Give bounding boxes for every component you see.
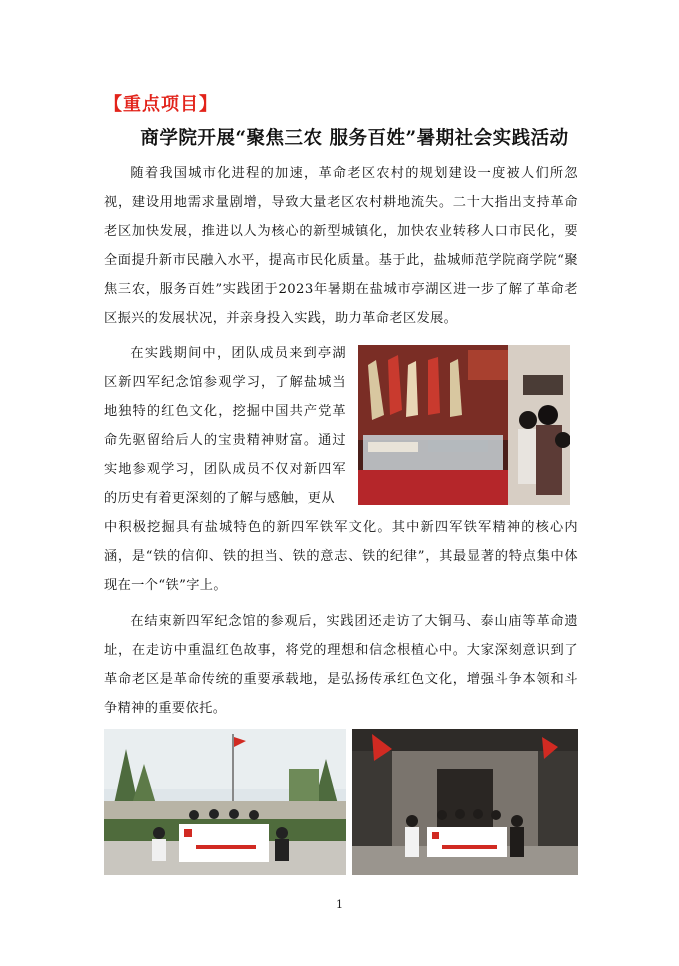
paragraph-visit-wrapped: 在实践期间中，团队成员来到亭湖区新四军纪念馆参观学习，了解盐城当地独特的红色文化，挖掘中国共产党革命先驱留给后人的宝贵精神财富。通过实地参观学习，团队成员不仅对新四军的历史有着更深刻的了解与感触，更从 <box>104 346 346 506</box>
section-tag: 【重点项目】 <box>104 94 218 115</box>
group-photo-memorial <box>104 729 346 875</box>
group-photo-temple <box>352 729 578 875</box>
article-title: 商学院开展“聚焦三农 服务百姓”暑期社会实践活动 <box>140 128 569 149</box>
paragraph-intro: 随着我国城市化进程的加速，革命老区农村的规划建设一度被人们所忽视，建设用地需求量剧增，导致大量老区农村耕地流失。二十大指出支持革命老区加快发展，推进以人为核心的新型城镇化，加快农业转移人口市民化，要全面提升新市民融入水平，提高市民化质量。基于此，盐城师范学院商学院“聚焦三农，服务百姓”实践团于2023年暑期在盐城市亭湖区进一步了解了革命老区振兴的发展状况，并亲身投入实践，助力革命老区发展。 <box>104 166 578 326</box>
paragraph-visit-continued: 中积极挖掘具有盐城特色的新四军铁军文化。其中新四军铁军精神的核心内涵，是“铁的信仰、铁的担当、铁的意志、铁的纪律”，其最显著的特点集中体现在一个“铁”字上。 <box>104 520 578 593</box>
museum-exhibit-photo <box>358 345 570 505</box>
paragraph-sites: 在结束新四军纪念馆的参观后，实践团还走访了大铜马、泰山庙等革命遗址，在走访中重温红色故事，将党的理想和信念根植心中。大家深刻意识到了革命老区是革命传统的重要承载地，是弘扬传承红色文化，增强斗争本领和斗争精神的重要依托。 <box>104 614 578 716</box>
page-number: 1 <box>336 898 343 911</box>
